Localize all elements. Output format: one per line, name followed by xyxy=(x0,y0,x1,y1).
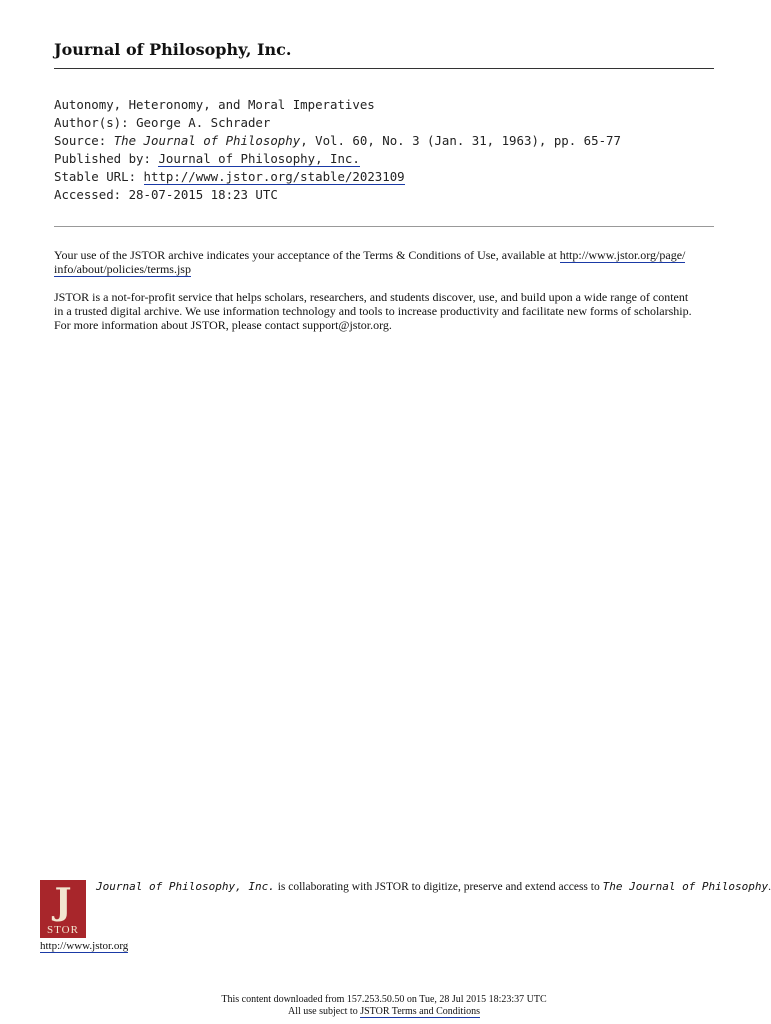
stable-url-line xyxy=(54,168,714,186)
terms-text: Your use of the JSTOR archive indicates your acceptance of the Terms & Conditions of Use, available at xyxy=(54,248,560,262)
jstor-about xyxy=(54,290,716,332)
source-journal: The Journal of Philosophy xyxy=(113,133,301,148)
published-line xyxy=(54,150,714,168)
collaboration-notice xyxy=(96,880,771,893)
terms-link-part1: http://www.jstor.org/page/ xyxy=(559,248,686,262)
accessed-line: Accessed: 28-07-2015 18:23 UTC xyxy=(54,187,278,202)
about-line-1: JSTOR is a not-for-profit service that helps scholars, researchers, and students discover, use, and build upon a wide range of content xyxy=(54,290,689,304)
jstor-home-link[interactable]: http://www.jstor.org xyxy=(40,940,129,952)
terms-link-part2: info/about/policies/terms.jsp xyxy=(54,262,191,276)
jstor-logo-text: STOR xyxy=(47,924,79,936)
source-line xyxy=(54,132,714,150)
authors-label: Author(s): xyxy=(54,115,137,130)
collab-end: . xyxy=(768,881,771,893)
jstor-logo-letter: J xyxy=(54,881,72,923)
download-notice: This content downloaded from 157.253.50.50 on Tue, 28 Jul 2015 18:23:37 UTC xyxy=(221,994,547,1005)
collab-middle: is collaborating with JSTOR to digitize, preserve and extend access to xyxy=(274,881,603,893)
published-label: Published by: xyxy=(54,151,159,166)
jstor-logo[interactable] xyxy=(40,880,86,938)
source-label: Source: xyxy=(54,133,114,148)
publisher-title: Journal of Philosophy, Inc. xyxy=(54,40,292,59)
authors-line xyxy=(54,114,714,132)
page-footer xyxy=(0,994,768,1018)
authors-value: George A. Schrader xyxy=(136,115,271,130)
terms-footer-link[interactable]: JSTOR Terms and Conditions xyxy=(360,1006,480,1017)
stable-url-link[interactable]: http://www.jstor.org/stable/2023109 xyxy=(143,169,405,184)
terms-footer-prefix: All use subject to xyxy=(288,1006,361,1017)
about-line-2: in a trusted digital archive. We use information technology and tools to increase productivity and facilitate new forms of scholarship. xyxy=(54,304,692,318)
terms-notice xyxy=(54,248,714,276)
terms-footer-line xyxy=(0,1006,768,1018)
collab-publisher: Journal of Philosophy, Inc. xyxy=(96,880,275,893)
source-details: , Vol. 60, No. 3 (Jan. 31, 1963), pp. 65-77 xyxy=(300,133,621,148)
stable-url-label: Stable URL: xyxy=(54,169,144,184)
header-divider xyxy=(54,68,714,69)
article-title: Autonomy, Heteronomy, and Moral Imperatives xyxy=(54,97,375,112)
citation-block xyxy=(54,96,714,204)
section-divider xyxy=(54,226,714,227)
collab-journal: The Journal of Philosophy xyxy=(602,880,769,893)
publisher-link[interactable]: Journal of Philosophy, Inc. xyxy=(158,151,360,166)
about-line-3: For more information about JSTOR, please contact support@jstor.org. xyxy=(54,318,392,332)
